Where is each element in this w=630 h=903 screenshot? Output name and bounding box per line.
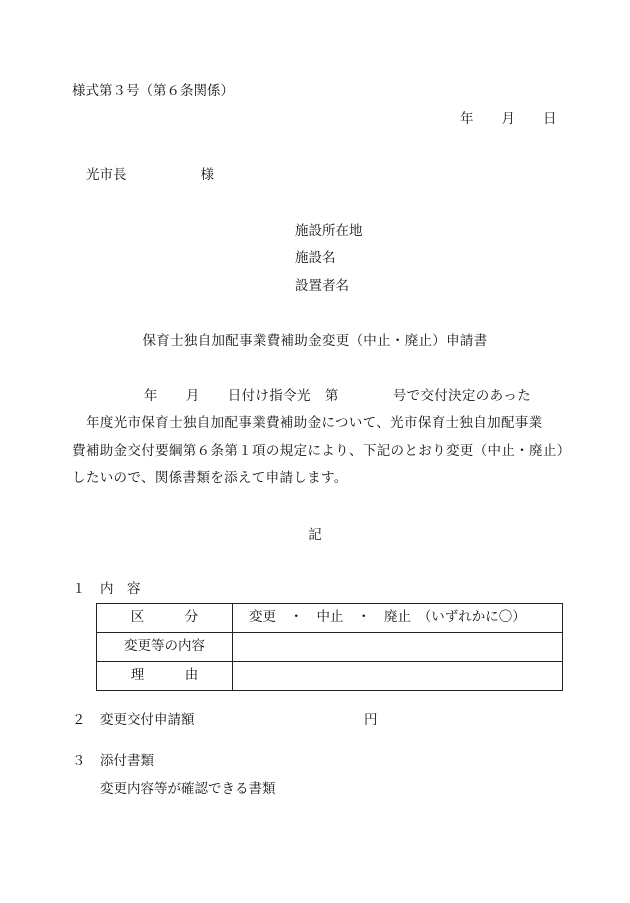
table-cell-value: 変更 ・ 中止 ・ 廃止 （いずれかに〇） (233, 604, 563, 633)
body-line-2: 年度光市保育士独自加配事業費補助金について、光市保育士独自加配事業 (86, 415, 543, 431)
date-day: 日 (543, 111, 557, 127)
applicant-facility-label: 施設名 (295, 250, 336, 266)
table-cell-label: 区 分 (97, 604, 233, 633)
addressee (86, 169, 214, 183)
table-row (97, 633, 563, 662)
attachment-item: 変更内容等が確認できる書類 (100, 781, 276, 797)
table-row (97, 604, 563, 633)
body-line-4: したいので、関係書類を添えて申請します。 (72, 470, 348, 486)
date-year: 年 (460, 111, 474, 127)
table-cell-value (233, 662, 563, 691)
amount-unit: 円 (364, 712, 378, 728)
applicant-address-label: 施設所在地 (295, 223, 363, 239)
document-title: 保育士独自加配事業費補助金変更（中止・廃止）申請書 (142, 333, 488, 349)
table-cell-value (233, 633, 563, 662)
section-2-heading: ２ 変更交付申請額 (72, 712, 195, 728)
date-month: 月 (501, 111, 515, 127)
table-cell-label: 変更等の内容 (97, 633, 233, 662)
ki-heading: 記 (308, 527, 322, 543)
table-cell-label: 理 由 (97, 662, 233, 691)
body-line-3: 費補助金交付要綱第６条第１項の規定により、下記のとおり変更（中止・廃止） (72, 443, 571, 459)
section-1-heading: １ 内 容 (72, 581, 141, 597)
form-number: 様式第３号（第６条関係） (72, 83, 234, 99)
section-3-heading: ３ 添付書類 (72, 753, 154, 769)
addressee-name: 光市長 (86, 167, 127, 183)
body-line-1: 年 月 日付け指令光 第 号で交付決定のあった (144, 388, 532, 404)
applicant-founder-label: 設置者名 (295, 278, 349, 294)
content-table (96, 603, 563, 691)
table-row (97, 662, 563, 691)
addressee-honorific: 様 (200, 167, 214, 183)
date-line (460, 113, 557, 127)
